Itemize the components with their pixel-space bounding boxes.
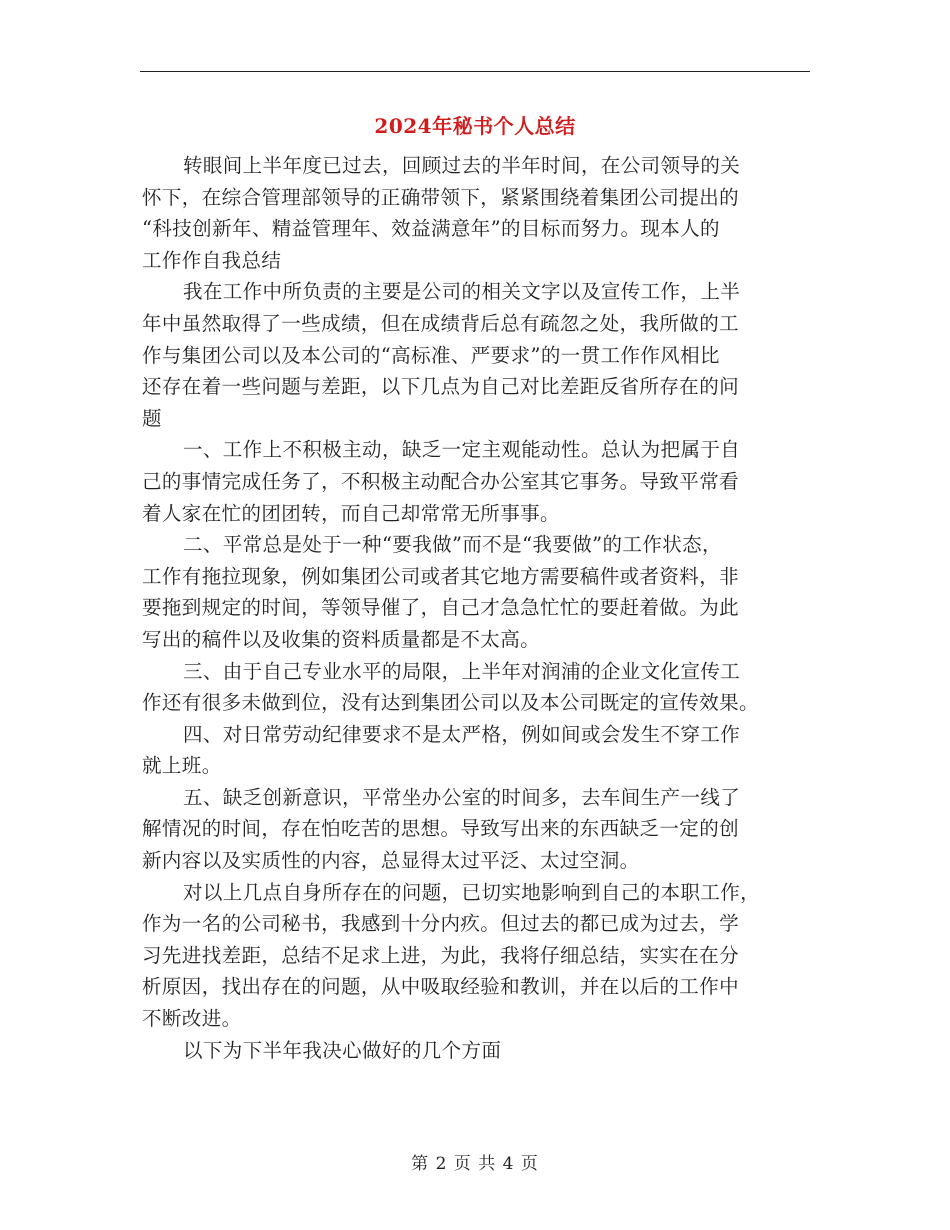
paragraph-point-5: 五、缺乏创新意识，平常坐办公室的时间多，去车间生产一线了 解情况的时间，存在怕吃苦的思想。导致写出来的东西缺乏一定的创 新内容以及实质性的内容，总显得太过平泛、太过空洞。 xyxy=(142,785,741,873)
page-number-footer: 第 2 页 共 4 页 xyxy=(411,1154,539,1174)
paragraph-next-half: 以下为下半年我决心做好的几个方面 xyxy=(182,1038,502,1062)
paragraph-responsibilities: 我在工作中所负责的主要是公司的相关文字以及宣传工作，上半 年中虽然取得了一些成绩，但在成绩背后总有疏忽之处，我所做的工 作与集团公司以及本公司的“高标准、严要求”的一贯工作作风相比 还存在着一些问题与差距，以下几点为自己对比差距反省所存在的问 题 xyxy=(142,280,741,430)
document-body xyxy=(142,150,812,1066)
document-title: 2024年秘书个人总结 xyxy=(374,114,576,138)
paragraph-point-4: 四、对日常劳动纪律要求不是太严格，例如间或会发生不穿工作 就上班。 xyxy=(142,722,741,778)
paragraph-intro: 转眼间上半年度已过去，回顾过去的半年时间，在公司领导的关 怀下，在综合管理部领导的正确带领下，紧紧围绕着集团公司提出的 “科技创新年、精益管理年、效益满意年”的目标而努力。现本人的 工作作自我总结 xyxy=(142,154,741,272)
paragraph-point-1: 一、工作上不积极主动，缺乏一定主观能动性。总认为把属于自 己的事情完成任务了，不积极主动配合办公室其它事务。导致平常看 着人家在忙的团团转，而自己却常常无所事事。 xyxy=(142,438,741,525)
paragraph-reflection: 对以上几点自身所存在的问题，已切实地影响到自己的本职工作， 作为一名的公司秘书，我感到十分内疚。但过去的都已成为过去，学 习先进找差距，总结不足求上进，为此，我将仔细总结，实实在在分 析原因，找出存在的问题，从中吸取经验和教训，并在以后的工作中 不断改进。 xyxy=(142,880,761,1031)
paragraph-point-3: 三、由于自己专业水平的局限，上半年对润浦的企业文化宣传工 作还有很多未做到位，没有达到集团公司以及本公司既定的宣传效果。 xyxy=(142,659,759,715)
header-rule xyxy=(140,71,810,72)
paragraph-point-2: 二、平常总是处于一种“要我做”而不是“我要做”的工作状态， 工作有拖拉现象，例如集团公司或者其它地方需要稿件或者资料，非 要拖到规定的时间，等领导催了，自己才急急忙忙的要赶着做。为此 写出的稿件以及收集的资料质量都是不太高。 xyxy=(142,533,740,651)
